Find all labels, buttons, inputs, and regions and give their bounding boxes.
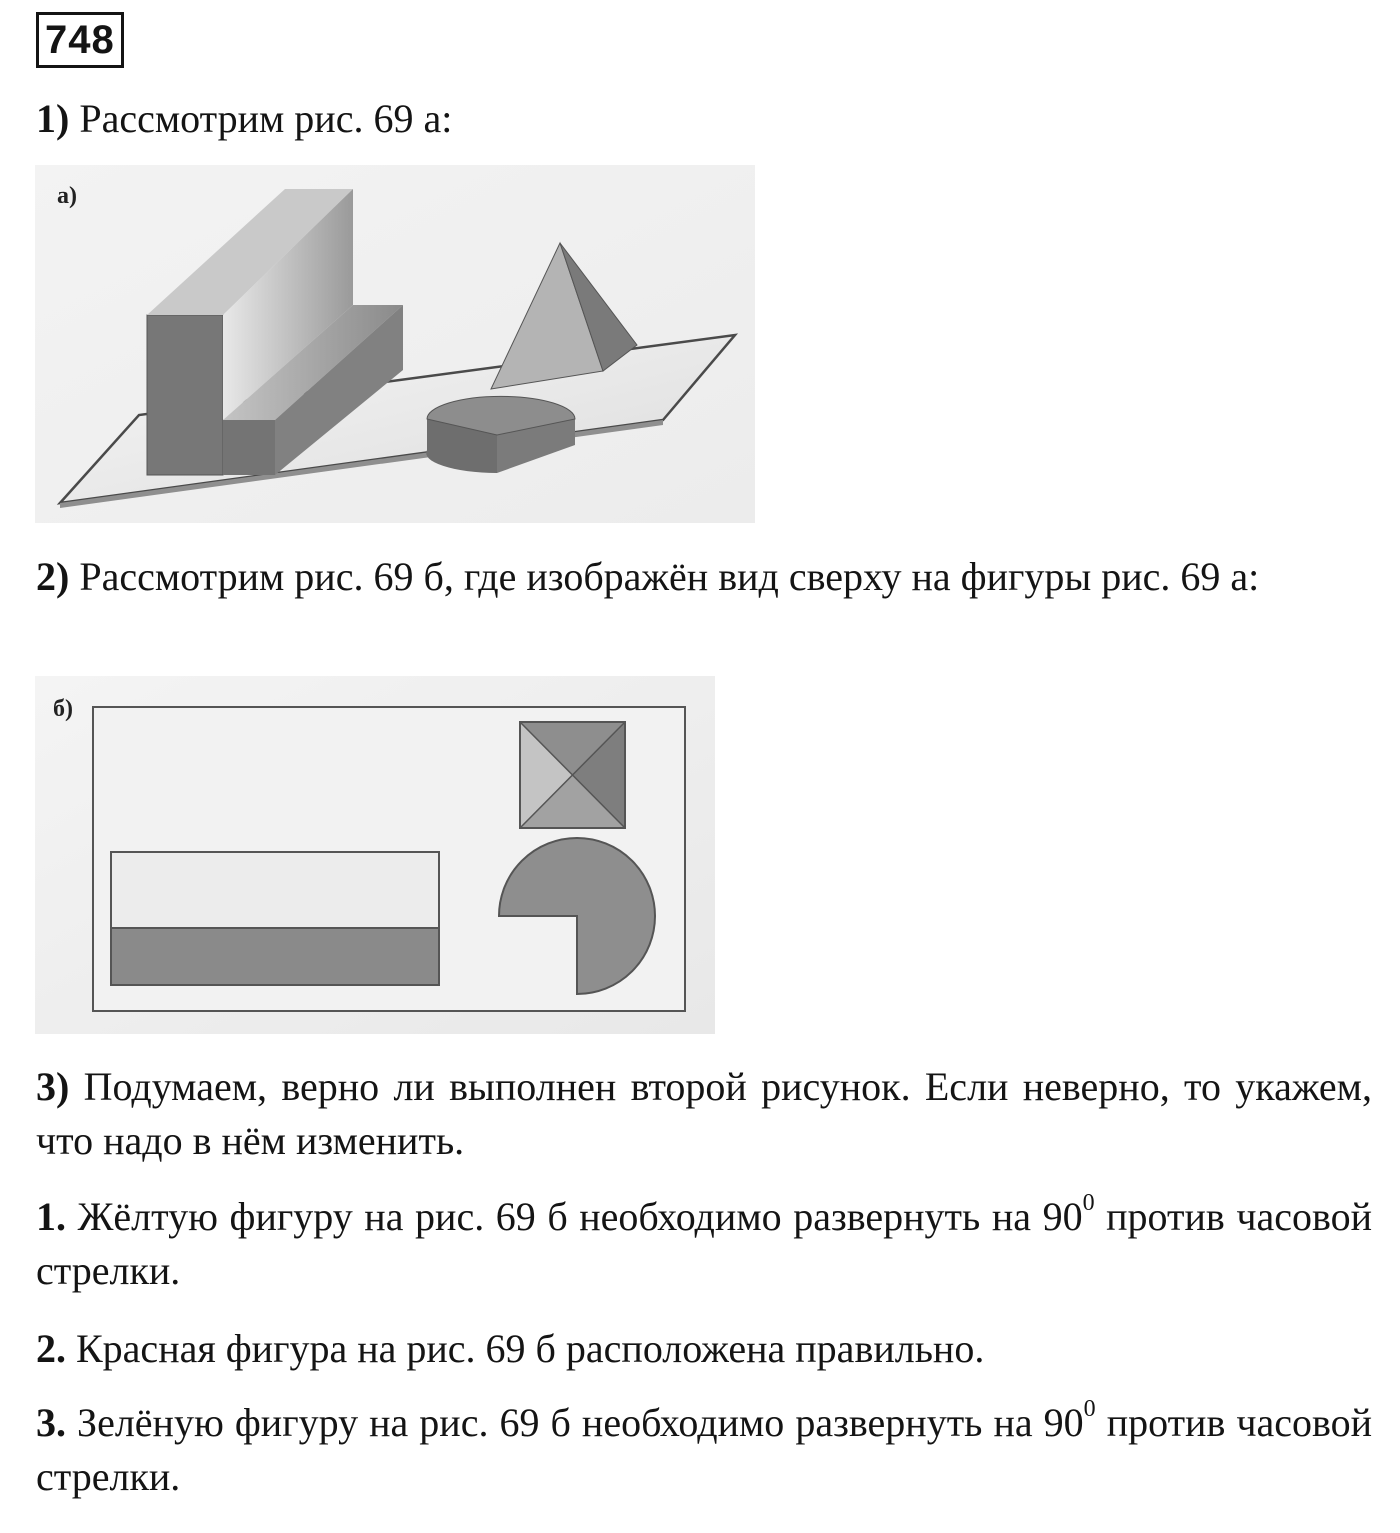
degree-superscript: 0	[1083, 1395, 1096, 1422]
answer-item-3	[36, 1396, 1372, 1504]
answer-item-2-marker: 2.	[36, 1326, 66, 1371]
figure-69a-drawing	[35, 165, 755, 523]
figure-69b-label: б)	[53, 696, 73, 722]
answer-item-1-marker: 1.	[36, 1194, 66, 1239]
answer-item-1-text: Жёлтую фигуру на рис. 69 б необходимо развернуть на 90	[77, 1194, 1083, 1239]
step-3-body: Подумаем, верно ли выполнен второй рисунок. Если неверно, то укажем, что надо в нём изменить.	[36, 1064, 1372, 1163]
step-2-text	[36, 550, 1372, 604]
figure-69b	[35, 676, 715, 1034]
step-3-text	[36, 1060, 1372, 1168]
step-1-text	[36, 92, 1372, 146]
degree-superscript: 0	[1082, 1189, 1095, 1216]
step-1-marker: 1)	[36, 96, 70, 141]
rectangle-dark-part	[111, 928, 439, 985]
figure-69a-label: а)	[57, 183, 77, 209]
step-2-marker: 2)	[36, 554, 70, 599]
answer-item-3-marker: 3.	[36, 1400, 66, 1445]
prism-step-front	[223, 420, 275, 475]
answer-item-3-text: Зелёную фигуру на рис. 69 б необходимо развернуть на 90	[77, 1400, 1084, 1445]
prism-front-face	[147, 315, 223, 475]
rectangle-light-part	[111, 852, 439, 928]
problem-number: 748	[36, 12, 124, 68]
figure-69a	[35, 165, 755, 523]
answer-item-2-text: Красная фигура на рис. 69 б расположена правильно.	[76, 1326, 985, 1371]
step-2-body: Рассмотрим рис. 69 б, где изображён вид сверху на фигуры рис. 69 а:	[79, 554, 1260, 599]
figure-69b-drawing	[35, 676, 715, 1034]
step-1-body: Рассмотрим рис. 69 а:	[79, 96, 453, 141]
step-3-marker: 3)	[36, 1064, 70, 1109]
answer-item-1-tail: против часовой стрелки.	[36, 1194, 1373, 1293]
answer-item-2	[36, 1322, 1372, 1376]
answer-item-1	[36, 1190, 1372, 1298]
answer-item-3-tail: против часовой стрелки.	[36, 1400, 1373, 1499]
